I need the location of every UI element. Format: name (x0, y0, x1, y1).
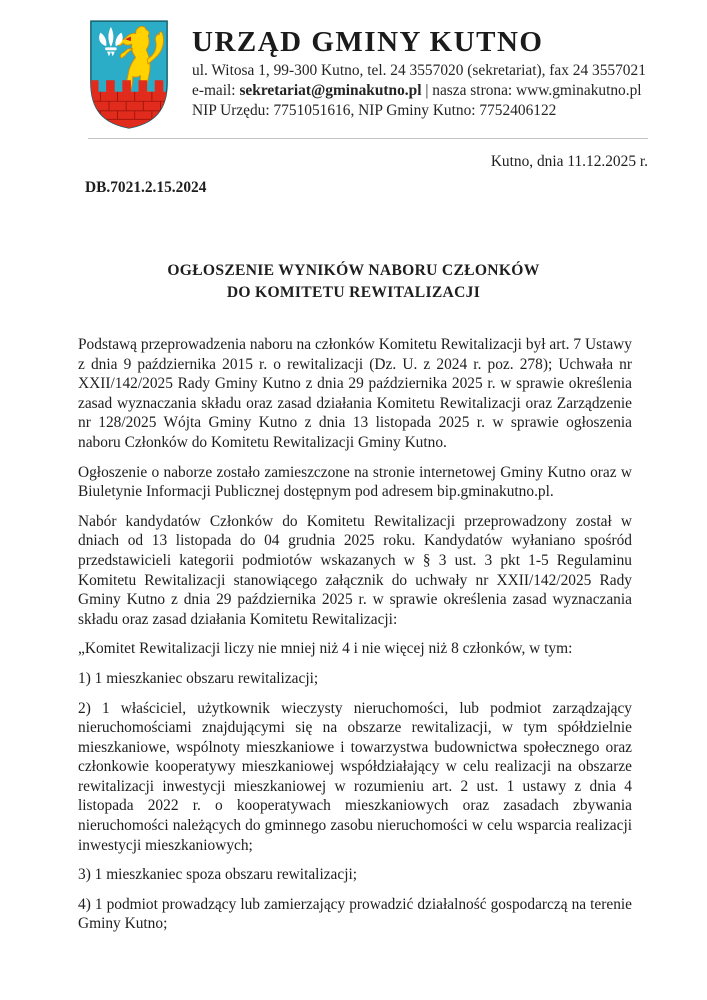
email-line (192, 81, 646, 101)
website-label: | nasza strona: www.gminakutno.pl (421, 82, 642, 99)
list-item-3: 3) 1 mieszkaniec spoza obszaru rewitalizacji; (78, 866, 358, 884)
list-item-4: 4) 1 podmiot prowadzący lub zamierzający prowadzić działalność gospodarczą na terenie Gminy Kutno; (78, 895, 632, 933)
email-label: e-mail: (192, 82, 240, 99)
paragraph-publication: Ogłoszenie o naborze zostało zamieszczone na stronie internetowej Gminy Kutno oraz w Biuletynie Informacji Publicznej dostępnym pod adresem bip.gminakutno.pl. (78, 463, 632, 501)
header-divider (88, 138, 648, 139)
document-title-line2: DO KOMITETU REWITALIZACJI (226, 284, 481, 301)
reference-number: DB.7021.2.15.2024 (85, 179, 207, 196)
nip-line: NIP Urzędu: 7751051616, NIP Gminy Kutno: 7752406122 (192, 102, 557, 119)
email-address: sekretariat@gminakutno.pl (239, 82, 422, 99)
coat-of-arms-icon (88, 18, 170, 133)
letterhead-text (192, 18, 646, 121)
address-line: ul. Witosa 1, 99-300 Kutno, tel. 24 3557020 (sekretariat), fax 24 3557021 (192, 62, 646, 79)
paragraph-legal-basis: Podstawą przeprowadzenia naboru na członków Komitetu Rewitalizacji był art. 7 Ustawy z dnia 9 października 2015 r. o rewitalizacji (Dz. U. z 2024 r. poz. 278); Uchwała nr XXII/142/2025 Rady Gminy Kutno z dnia 29 października 2025 r. w sprawie określenia zasad wyznaczania składu oraz zasad działania Komitetu Rewitalizacji oraz Zarządzenie nr 128/2025 Wójta Gminy Kutno z dnia 13 listopada 2025 r. w sprawie ogłoszenia naboru Członków do Komitetu Rewitalizacji Gminy Kutno. (78, 336, 632, 451)
org-name: URZĄD GMINY KUTNO (192, 26, 544, 58)
document-title (0, 260, 707, 304)
document-title-line1: OGŁOSZENIE WYNIKÓW NABORU CZŁONKÓW (167, 262, 540, 279)
date-line: Kutno, dnia 11.12.2025 r. (490, 153, 648, 170)
paragraph-recruitment: Nabór kandydatów Członków do Komitetu Rewitalizacji przeprowadzony został w dniach od 13 listopada do 04 grudnia 2025 roku. Kandydatów wyłaniano spośród przedstawicieli kategorii podmiotów wskazanych w § 3 ust. 3 pkt 1-5 Regulaminu Komitetu Rewitalizacji stanowiącego załącznik do uchwały nr XXII/142/2025 Rady Gminy Kutno z dnia 29 października 2025 r. w sprawie określenia zasad wyznaczania składu oraz zasad działania Komitetu Rewitalizacji: (78, 512, 632, 628)
paragraph-quote-intro: „Komitet Rewitalizacji liczy nie mniej niż 4 i nie więcej niż 8 członków, w tym: (78, 640, 573, 658)
list-item-2: 2) 1 właściciel, użytkownik wieczysty nieruchomości, lub podmiot zarządzający nieruchomościami znajdującymi się na obszarze rewitalizacji, w tym spółdzielnie mieszkaniowe, wspólnoty mieszkaniowe i towarzystwa budownictwa społecznego oraz członkowie kooperatywy mieszkaniowej współdziałający w celu realizacji na obszarze rewitalizacji inwestycji mieszkaniowej w rozumieniu art. 2 ust. 1 ustawy z dnia 4 listopada 2022 r. o kooperatywach mieszkaniowych oraz zasadach zbywania nieruchomości należących do gminnego zasobu nieruchomości w celu wsparcia realizacji inwestycji mieszkaniowych; (78, 699, 632, 854)
letterhead (0, 0, 707, 133)
list-item-1: 1) 1 mieszkaniec obszaru rewitalizacji; (78, 669, 319, 687)
document-body (78, 335, 632, 934)
